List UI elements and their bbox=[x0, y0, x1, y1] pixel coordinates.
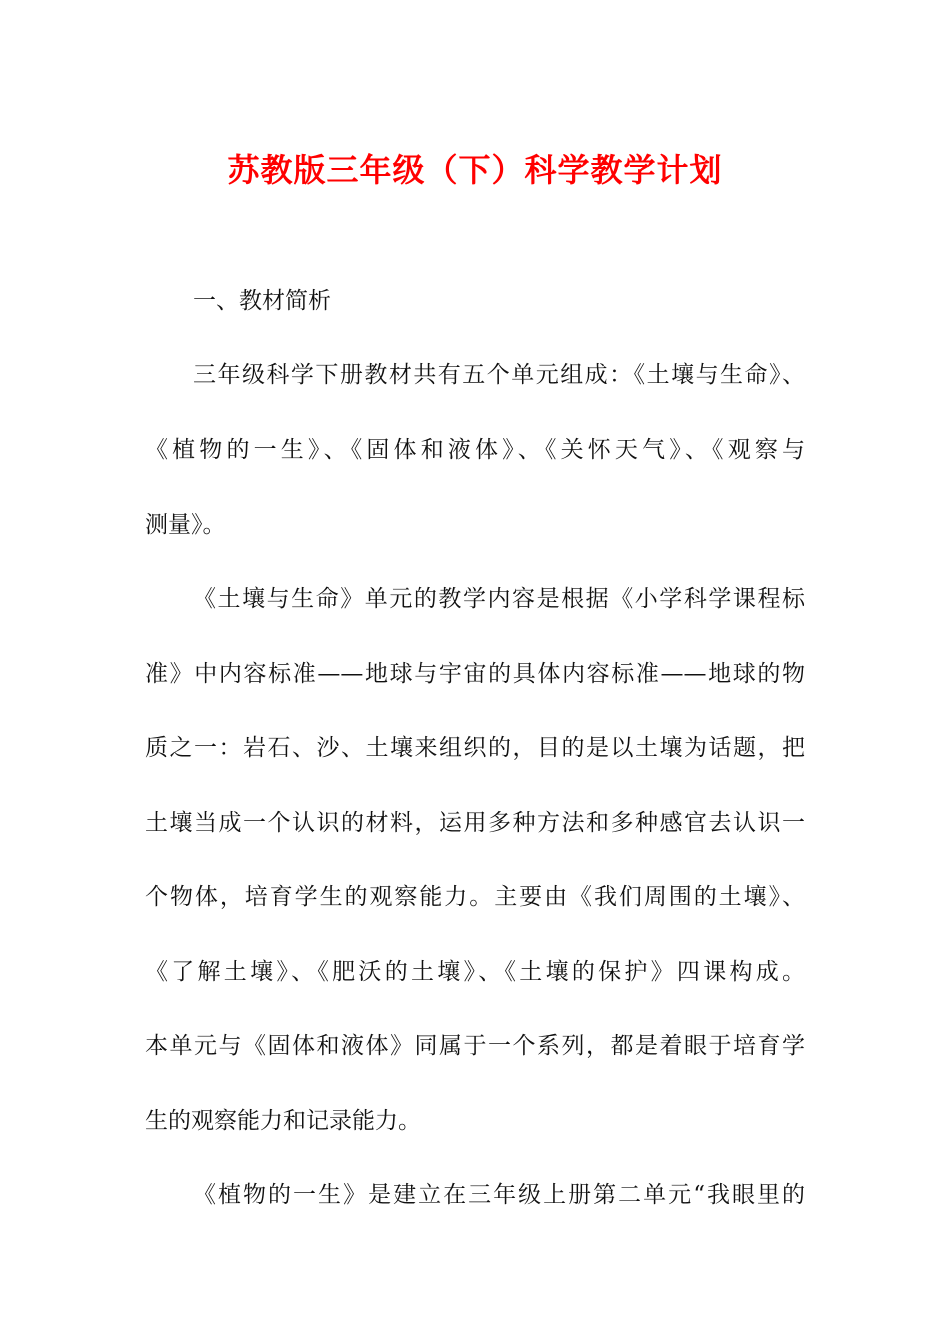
paragraph-line: 《植物的一生》、《固体和液体》、《关怀天气》、《观察与 bbox=[145, 437, 805, 463]
paragraph-line: 生的观察能力和记录能力。 bbox=[145, 1108, 421, 1134]
paragraph-line: 个物体，培育学生的观察能力。主要由《我们周围的土壤》、 bbox=[145, 884, 805, 910]
paragraph-line: 质之一：岩石、沙、土壤来组织的，目的是以土壤为话题，把 bbox=[145, 735, 805, 761]
paragraph-line: 土壤当成一个认识的材料，运用多种方法和多种感官去认识一 bbox=[145, 810, 805, 836]
paragraph-line: 《植物的一生》是建立在三年级上册第二单元“我眼里的 bbox=[193, 1182, 805, 1208]
paragraph-line: 测量》。 bbox=[145, 512, 226, 538]
paragraph-line: 准》中内容标准——地球与宇宙的具体内容标准——地球的物 bbox=[145, 661, 805, 687]
document-title: 苏教版三年级（下）科学教学计划 bbox=[227, 151, 723, 189]
paragraph-line: 《了解土壤》、《肥沃的土壤》、《土壤的保护》四课构成。 bbox=[145, 959, 805, 985]
paragraph-line: 本单元与《固体和液体》同属于一个系列，都是着眼于培育学 bbox=[145, 1033, 805, 1059]
section-heading: 一、教材简析 bbox=[193, 288, 331, 314]
paragraph-line: 三年级科学下册教材共有五个单元组成：《土壤与生命》、 bbox=[193, 362, 805, 388]
paragraph-line: 《土壤与生命》单元的教学内容是根据《小学科学课程标 bbox=[193, 586, 805, 612]
